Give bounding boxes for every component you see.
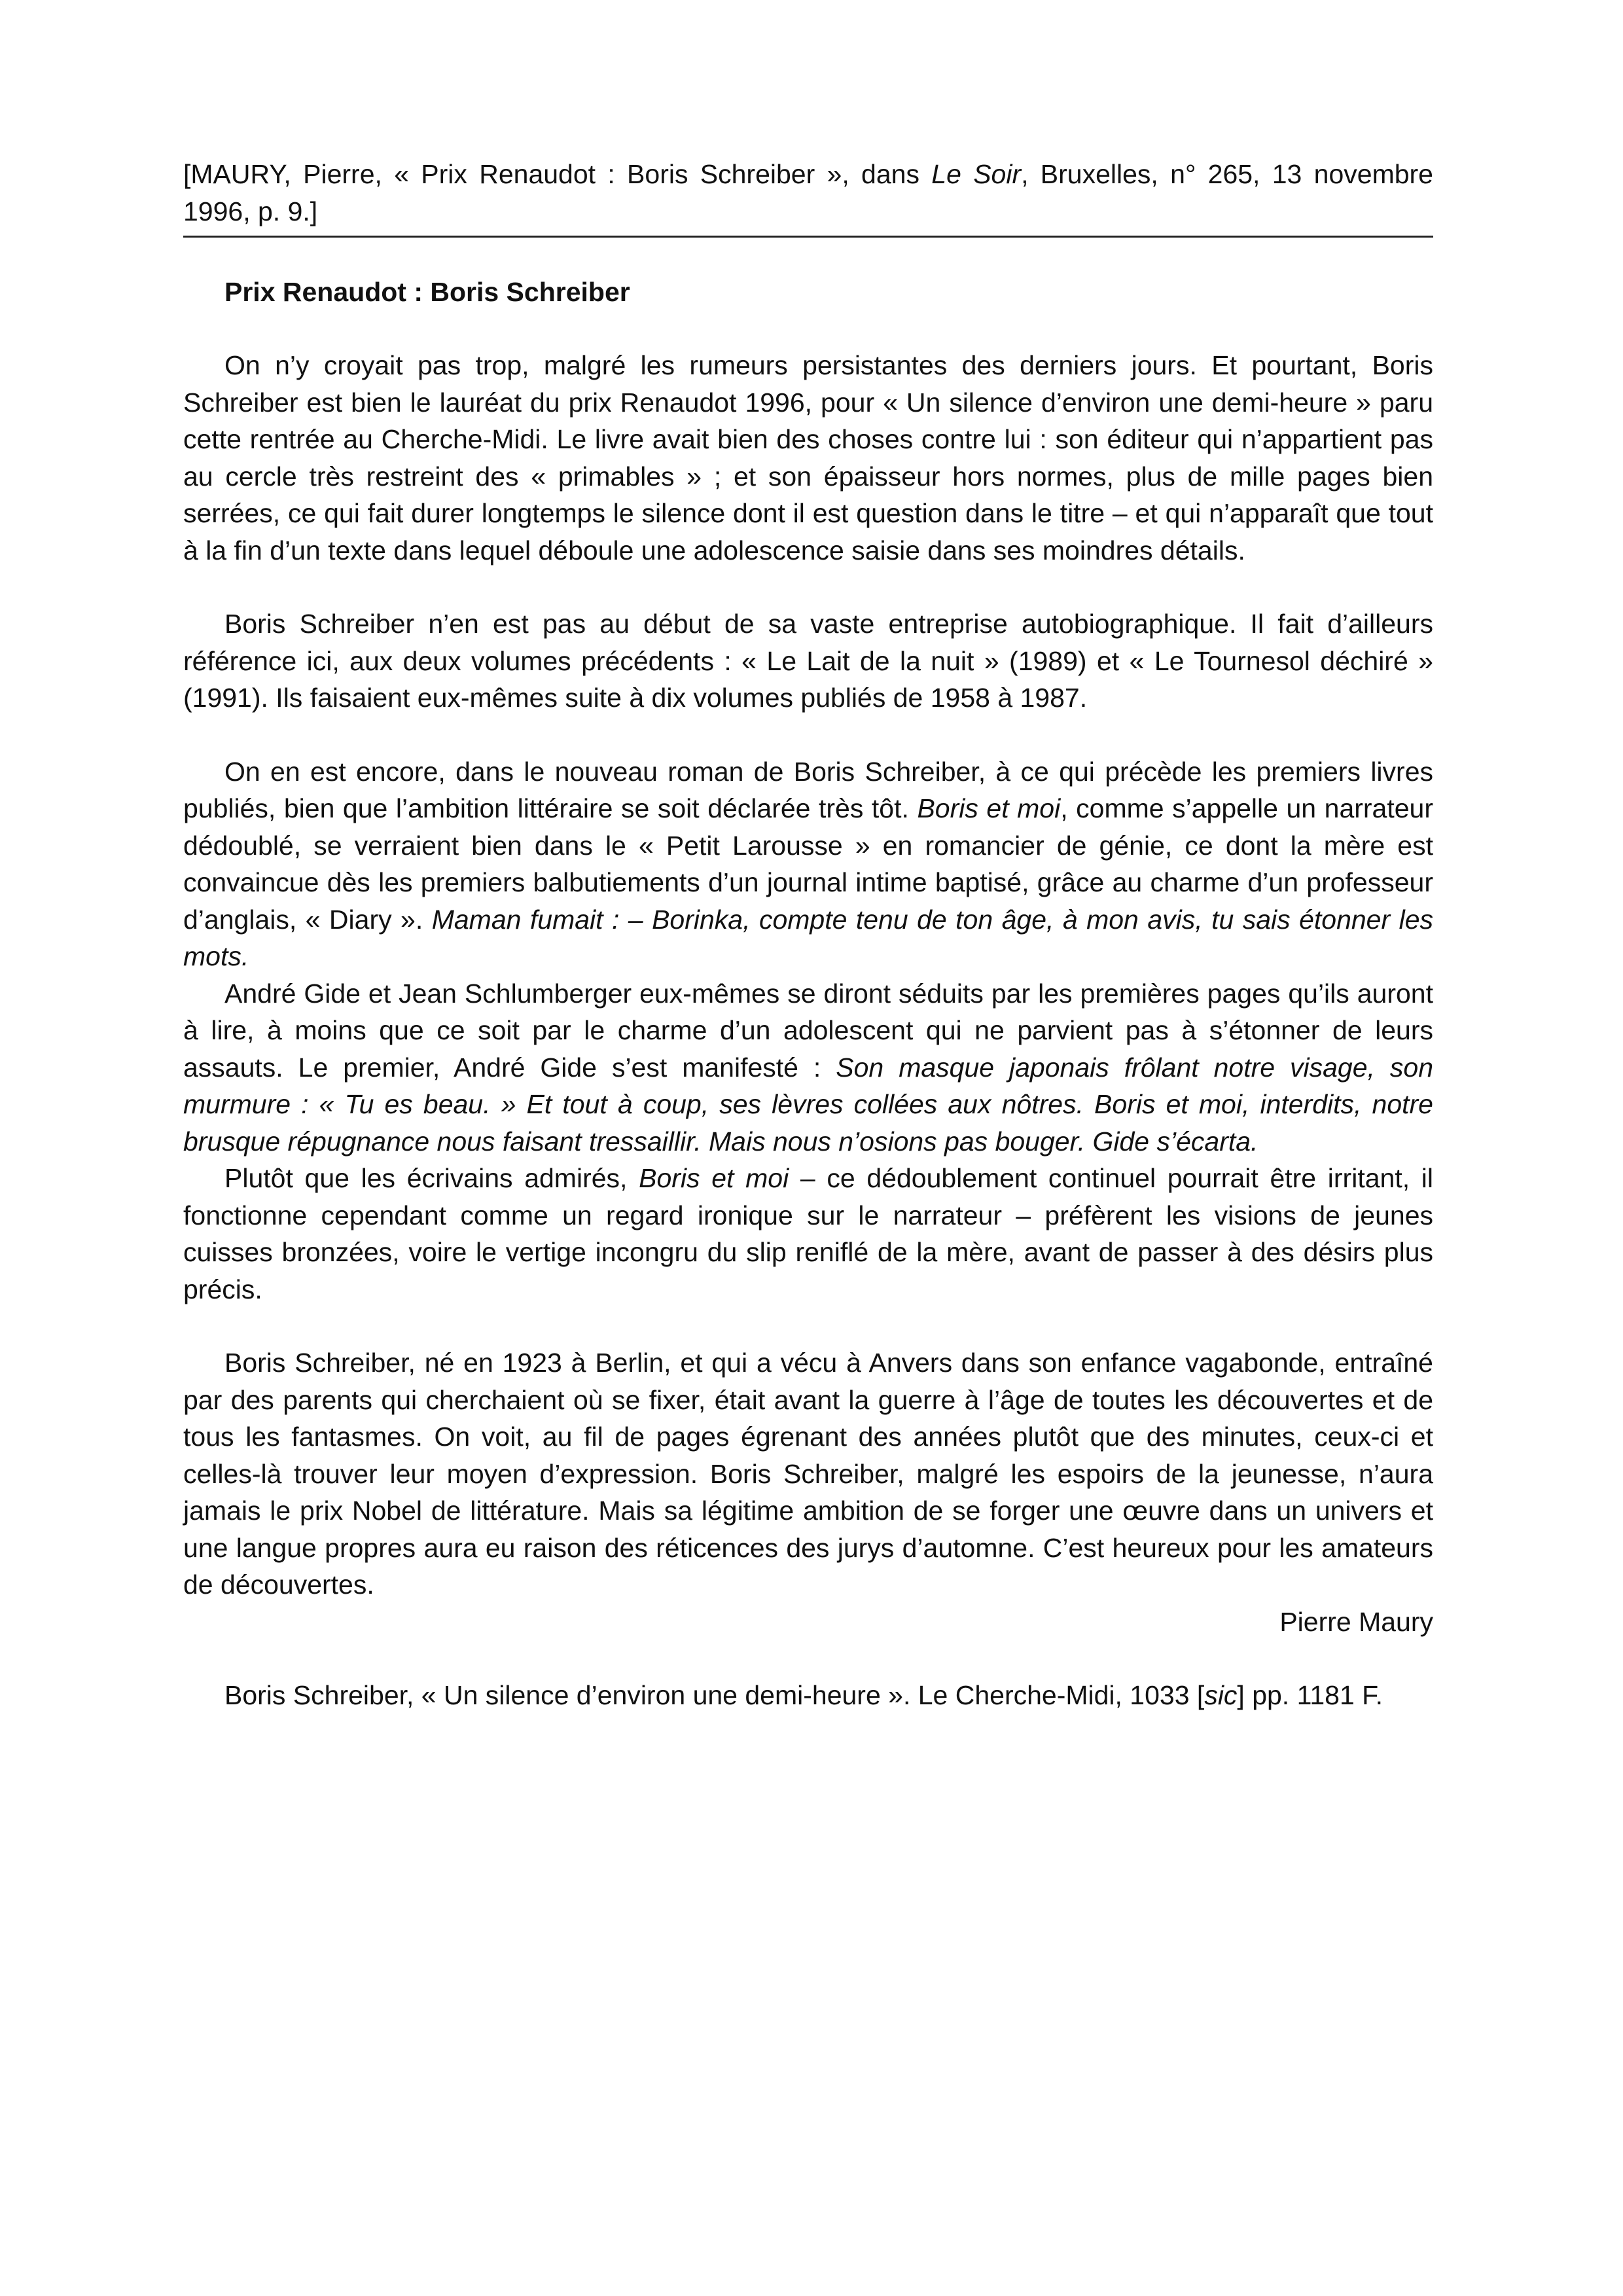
p4-italic-quote: Son masque japonais frôlant notre visage, son murmure : « Tu es beau. » Et tout à coup, ses lèvres collées aux nôtres. Boris et moi, interdits, notre brusque répugnance nous faisant tressaillir. Mais nous n’osions pas bouger. Gide s’écarta. bbox=[183, 1052, 1433, 1157]
citation-text-start: [MAURY, Pierre, « Prix Renaudot : Boris Schreiber », dans bbox=[183, 159, 932, 189]
paragraph-6: Boris Schreiber, né en 1923 à Berlin, et qui a vécu à Anvers dans son enfance vagabonde, entraîné par des parents qui cherchaient où se fixer, était avant la guerre à l’âge de toutes les découvertes et de tous les fantasmes. On voit, au fil de pages égrenant des années plutôt que des minutes, ceux-ci et celles-là trouver leur moyen d’expression. Boris Schreiber, malgré les espoirs de la jeunesse, n’aura jamais le prix Nobel de littérature. Mais sa légitime ambition de se forger une œuvre dans un univers et une langue propres aura eu raison des réticences des jurys d’automne. C’est heureux pour les amateurs de découvertes. bbox=[183, 1348, 1433, 1600]
p3-italic-quote: Maman fumait : – Borinka, compte tenu de ton âge, à mon avis, tu sais étonner les mots. bbox=[183, 904, 1433, 971]
paragraph-2: Boris Schreiber n’en est pas au début de sa vaste entreprise autobiographique. Il fait d’ailleurs référence ici, aux deux volumes précédents : « Le Lait de la nuit » (1989) et « Le Tournesol déchiré » (1991). Ils faisaient eux-mêmes suite à dix volumes publiés de 1958 à 1987. bbox=[183, 609, 1433, 713]
p5-italic-boris-et-moi: Boris et moi bbox=[639, 1163, 789, 1193]
journal-name: Le Soir bbox=[931, 159, 1022, 189]
p4-text-a: André Gide et Jean Schlumberger eux-mêmes se diront séduits par les premières pages qu’ils auront à lire, à moins que ce soit par le charme d’un adolescent qui ne parvient pas à s’étonner de leurs assauts. Le premier, André Gide s’est manifesté : bbox=[183, 978, 1433, 1083]
paragraph-5 bbox=[183, 1160, 1433, 1308]
book-reference bbox=[183, 1677, 1433, 1714]
ref-text-a: Boris Schreiber, « Un silence d’environ une demi-heure ». Le Cherche-Midi, 1033 [ bbox=[224, 1680, 1205, 1710]
paragraph-3 bbox=[183, 753, 1433, 975]
article-title: Prix Renaudot : Boris Schreiber bbox=[224, 277, 630, 307]
ref-text-c: ] pp. 1181 F. bbox=[1237, 1680, 1383, 1710]
article-body bbox=[183, 347, 1433, 1714]
p5-text-a: Plutôt que les écrivains admirés, bbox=[224, 1163, 639, 1193]
p3-text-c: , comme s’appelle un narrateur dédoublé, se verraient bien dans le « Petit Larousse » en romancier de génie, ce dont la mère est convaincue dès les premiers balbutiements d’un journal intime baptisé, grâce au charme d’un professeur d’anglais, « Diary ». bbox=[183, 793, 1433, 935]
ref-sic: sic bbox=[1204, 1680, 1238, 1710]
citation-text-end: , Bruxelles, n° 265, 13 novembre 1996, p. 9.] bbox=[183, 159, 1433, 226]
author-signature: Pierre Maury bbox=[1279, 1606, 1433, 1637]
paragraph-1: On n’y croyait pas trop, malgré les rumeurs persistantes des derniers jours. Et pourtant, Boris Schreiber est bien le lauréat du prix Renaudot 1996, pour « Un silence d’environ une demi-heure » paru cette rentrée au Cherche-Midi. Le livre avait bien des choses contre lui : son éditeur qui n’appartient pas au cercle très restreint des « primables » ; et son épaisseur hors normes, plus de mille pages bien serrées, ce qui fait durer longtemps le silence dont il est question dans le titre – et qui n’apparaît que tout à la fin d’un texte dans lequel déboule une adolescence saisie dans ses moindres détails. bbox=[183, 350, 1433, 565]
p3-text-a: On en est encore, dans le nouveau roman de Boris Schreiber, à ce qui précède les premiers livres publiés, bien que l’ambition littéraire se soit déclarée très tôt. bbox=[183, 756, 1433, 823]
p3-italic-boris-et-moi: Boris et moi bbox=[917, 793, 1061, 823]
paragraph-4 bbox=[183, 975, 1433, 1160]
citation-header bbox=[183, 156, 1433, 238]
p5-text-c: – ce dédoublement continuel pourrait être irritant, il fonctionne cependant comme un regard ironique sur le narrateur – préfèrent les visions de jeunes cuisses bronzées, voire le vertige incongru du slip reniflé de la mère, avant de passer à des désirs plus précis. bbox=[183, 1163, 1434, 1304]
